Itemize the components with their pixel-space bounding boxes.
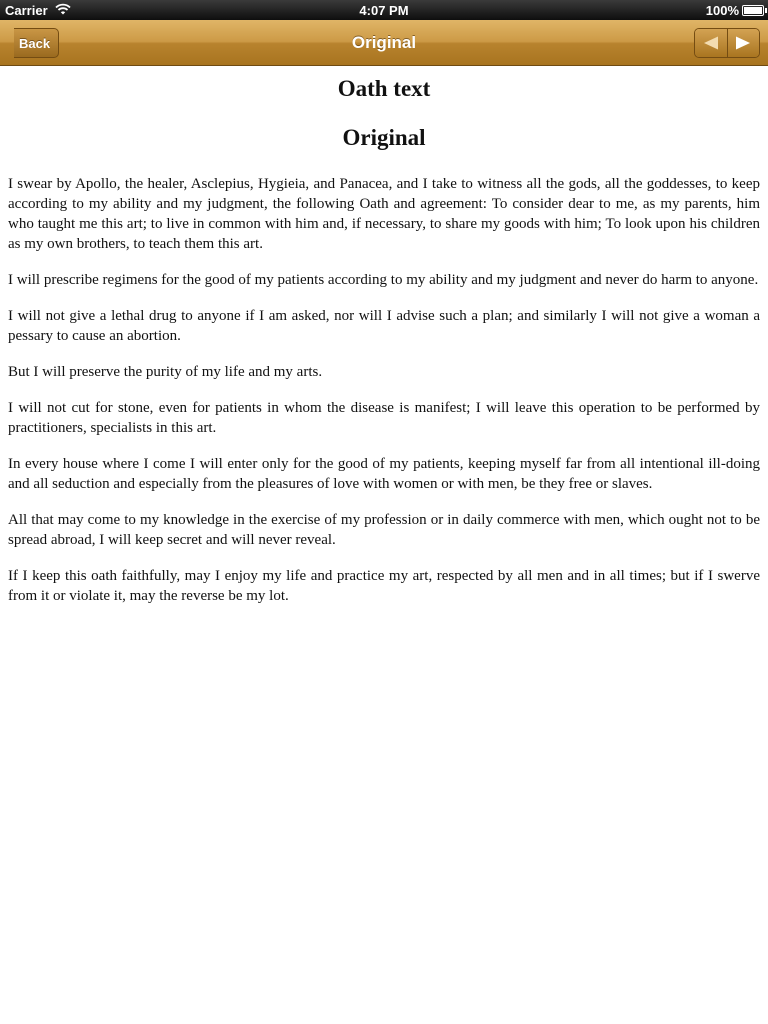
next-button[interactable] [727,29,760,57]
status-right [706,3,764,18]
oath-paragraph: All that may come to my knowledge in the exercise of my profession or in daily commerce with men, which ought not to be spread abroad, I will keep secret and will never reveal. [8,512,760,548]
oath-paragraphs [8,174,760,606]
oath-paragraph: I will not give a lethal drug to anyone if I am asked, nor will I advise such a plan; and similarly I will not give a woman a pessary to cause an abortion. [8,308,760,344]
status-bar [0,0,768,20]
oath-paragraph: If I keep this oath faithfully, may I enjoy my life and practice my art, respected by all men and in all times; but if I swerve from it or violate it, may the reverse be my lot. [8,568,760,604]
nav-title: Original [351,33,417,52]
page-heading: Oath text [337,76,431,101]
status-time: 4:07 PM [359,3,409,18]
oath-paragraph: In every house where I come I will enter only for the good of my patients, keeping myself far from all intentional ill-doing and all seduction and especially from the pleasures of love with women or with men, be they free or slaves. [8,456,760,492]
oath-paragraph: I swear by Apollo, the healer, Asclepius, Hygieia, and Panacea, and I take to witness all the gods, all the goddesses, to keep according to my ability and my judgment, the following Oath and agreement: To consider dear to me, as my parents, him who taught me this art; to live in common with him and, if necessary, to share my goods with him; To look upon his children as my own brothers, to teach them this art. [8,176,760,252]
section-heading: Original [342,125,426,150]
battery-percent: 100% [705,3,739,18]
page-navigation-control [694,28,760,58]
oath-paragraph: I will prescribe regimens for the good of my patients according to my ability and my judgment and never do harm to anyone. [8,272,759,288]
oath-content [0,66,768,622]
oath-paragraph: I will not cut for stone, even for patients in whom the disease is manifest; I will leave this operation to be performed by practitioners, specialists in this art. [8,400,760,436]
arrow-left-icon [703,36,719,50]
navigation-bar [0,20,768,66]
arrow-right-icon [735,36,751,50]
previous-button[interactable] [695,29,727,57]
back-button[interactable] [14,28,59,58]
back-button-label: Back [19,36,51,51]
oath-paragraph: But I will preserve the purity of my life and my arts. [8,364,323,380]
carrier-label: Carrier [5,3,48,18]
battery-icon [742,5,764,16]
